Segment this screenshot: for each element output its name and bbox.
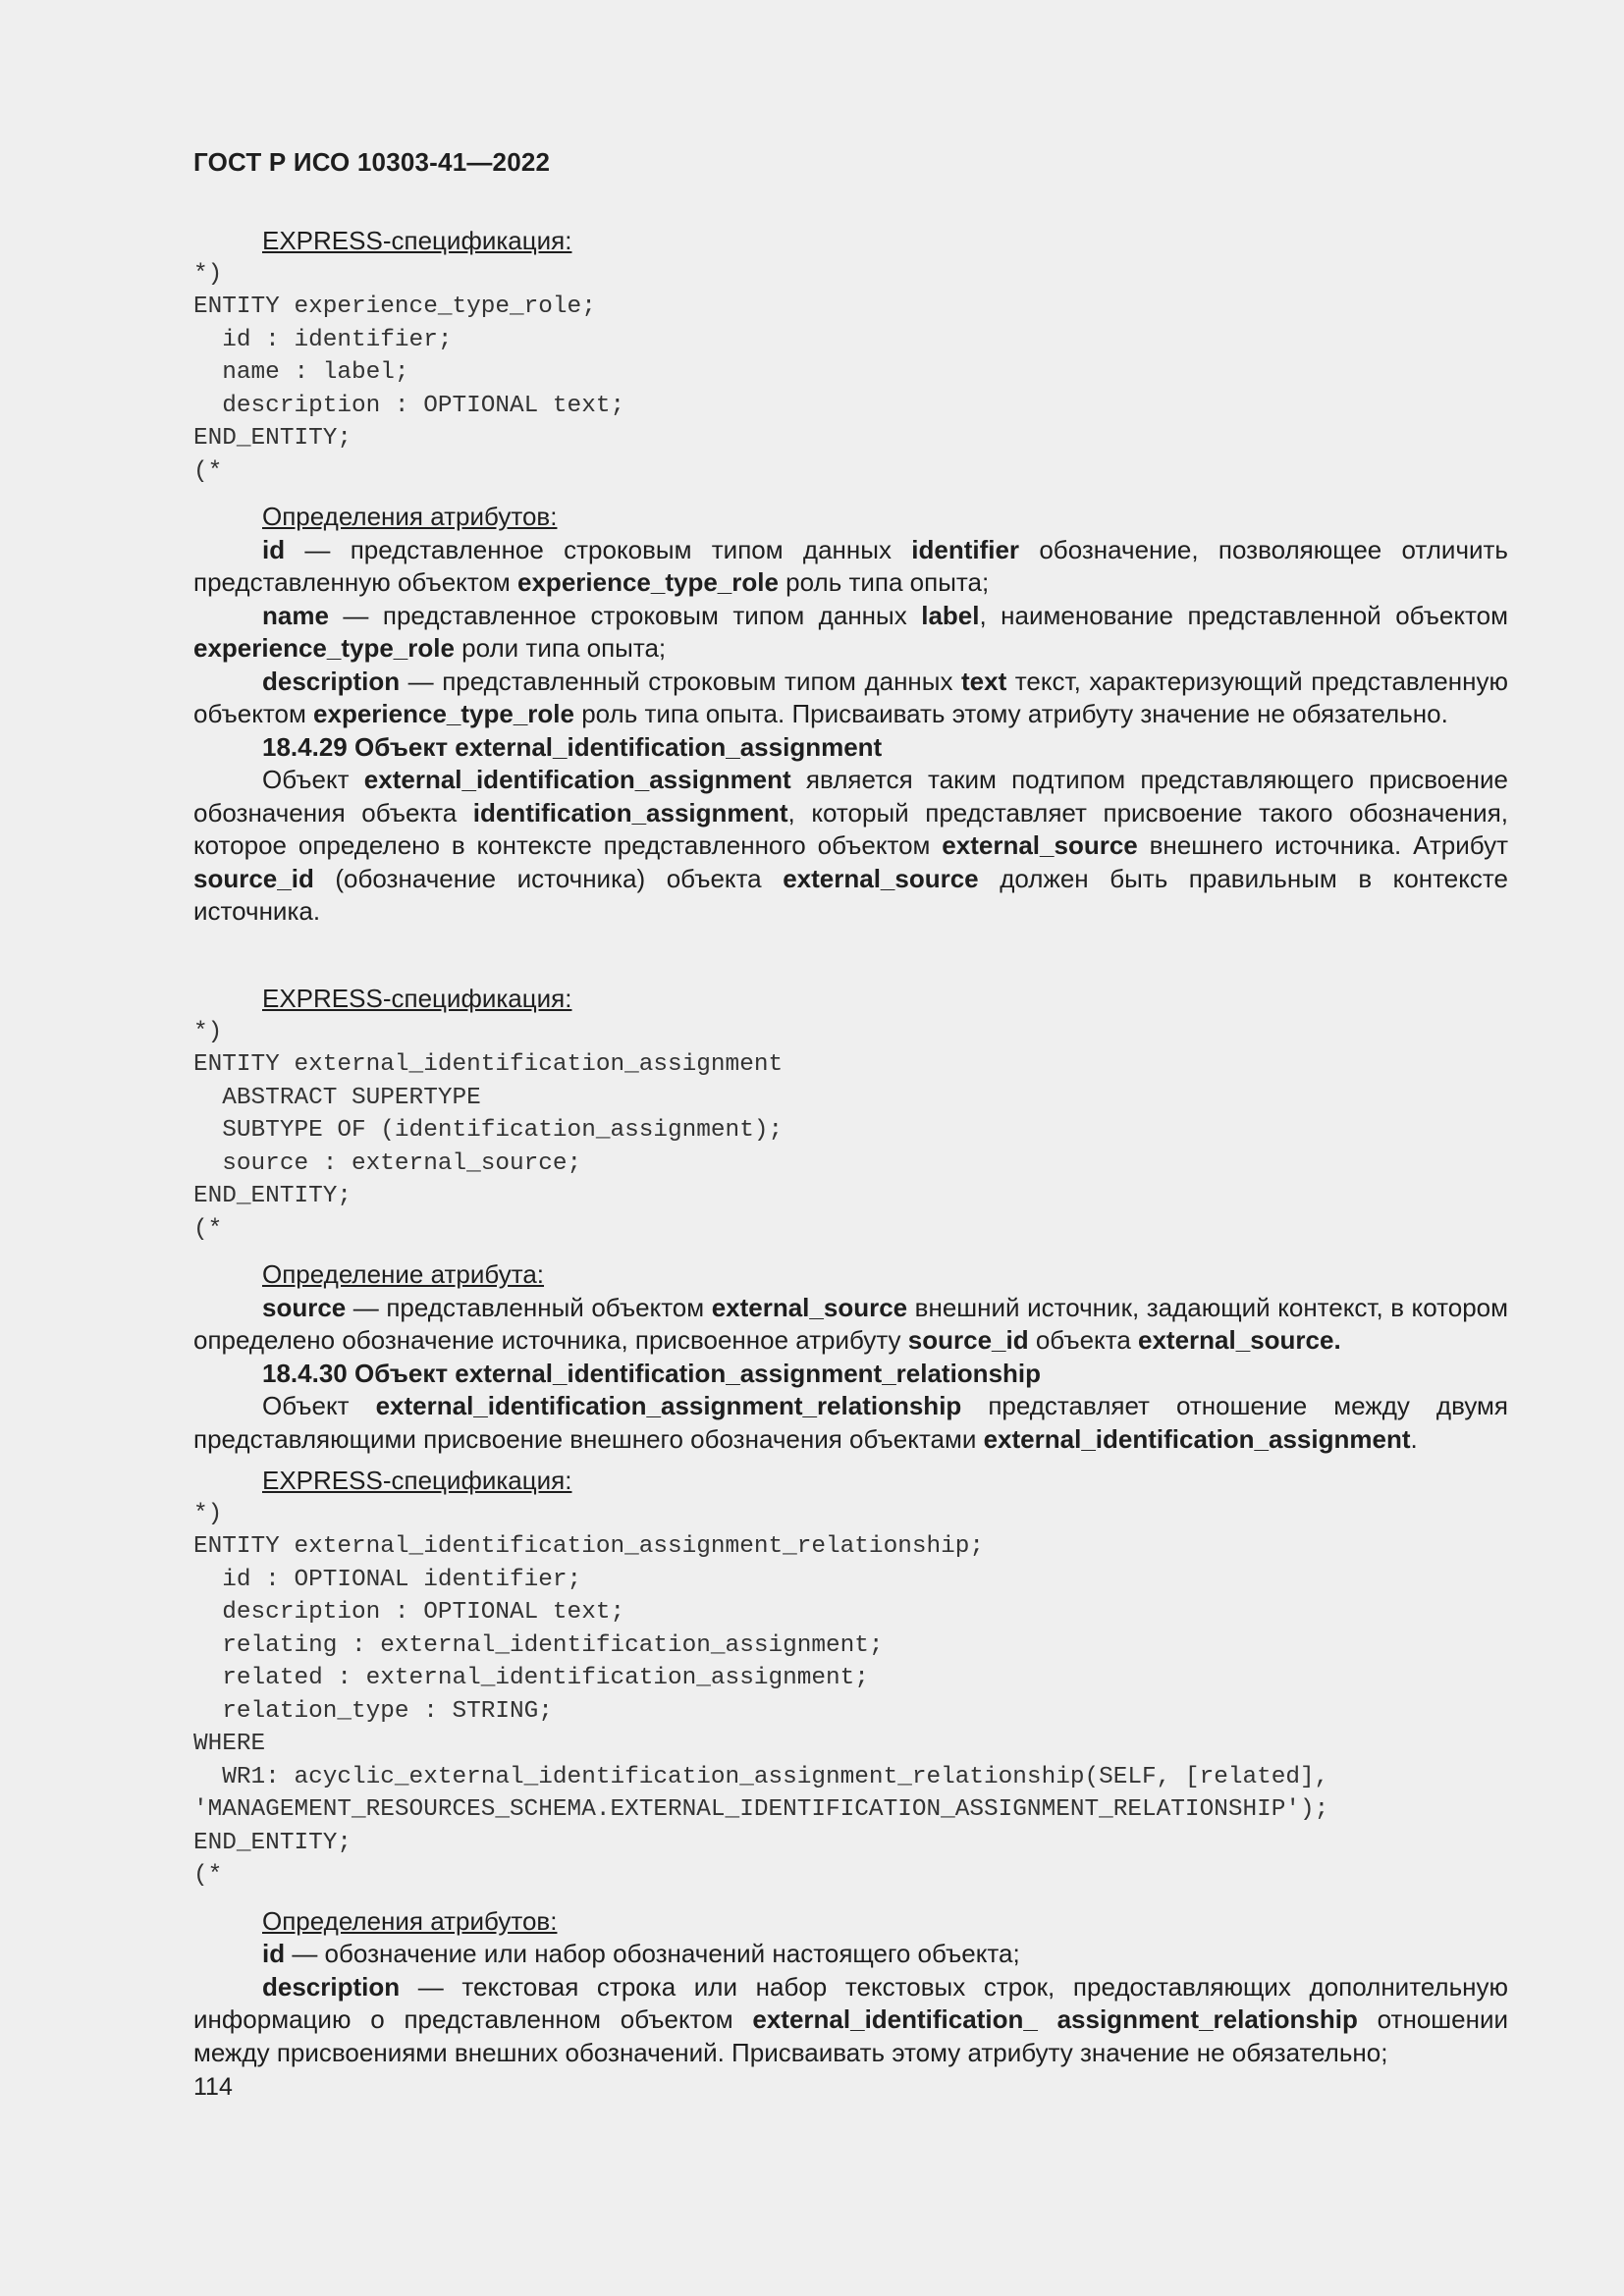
code-line: relating : external_identification_assignment; [193, 1631, 884, 1659]
code-line: ENTITY experience_type_role; [193, 294, 596, 320]
def-description: description — текстовая строка или набор текстовых строк, предоставляющих дополнительную информацию о представленном объектом external_identification_ assignment_relationship отношении между присвоениями внешних обозначений. Присваивать этому атрибуту значение не обязательно; [193, 1971, 1509, 2067]
section-heading-18-4-30: 18.4.30 Объект external_identification_assignment_relationship [262, 1358, 1042, 1388]
code-line: WR1: acyclic_external_identification_assignment_relationship(SELF, [related], [193, 1763, 1329, 1790]
code-line: name : label; [193, 359, 409, 386]
code-line: id : identifier; [193, 326, 453, 353]
code-line: *) [193, 260, 223, 288]
attr-def-label: Определение атрибута: [262, 1259, 545, 1289]
code-line: (* [193, 1862, 223, 1889]
code-line: END_ENTITY; [193, 425, 352, 452]
section-heading-18-4-29: 18.4.29 Объект external_identification_assignment [262, 731, 883, 762]
code-line: WHERE [193, 1731, 266, 1757]
attr-defs-label: Определения атрибутов: [262, 1905, 558, 1936]
express-block-2 [193, 983, 1508, 1456]
code-line: relation_type : STRING; [193, 1697, 553, 1725]
page-number: 114 [193, 2073, 233, 2101]
express-block-1 [193, 225, 1508, 929]
code-line: END_ENTITY; [193, 1829, 352, 1856]
code-line: *) [193, 1018, 223, 1045]
code-line: description : OPTIONAL text; [193, 392, 625, 419]
express-label: EXPRESS-спецификация: [262, 226, 572, 255]
def-description: description — представленный строковым типом данных text текст, характеризующий представленную объектом experience_type_role роль типа опыта. Присваивать этому атрибуту значение не обязательно. [193, 666, 1508, 728]
code-line: description : OPTIONAL text; [193, 1599, 625, 1626]
code-line: ENTITY external_identification_assignment_relationship; [193, 1533, 985, 1560]
section-paragraph-18-4-29: Объект external_identification_assignment является таким подтипом представляющего присвоение обозначения объекта identification_assignment, который представляет присвоение такого обозначения, которое определено в контексте представленного объектом external_source внешнего источника. Атрибут source_id (обозначение источника) объекта external_source должен быть правильным в контексте источника. [193, 765, 1508, 926]
def-name: name — представленное строковым типом данных label, наименование представленной объектом experience_type_role роли типа опыта; [193, 600, 1509, 663]
code-listing-3 [193, 1498, 1508, 1893]
def-id: id — представленное строковым типом данных identifier обозначение, позволяющее отличить представленную объектом experience_type_role роль типа опыта; [193, 534, 1508, 597]
code-line: *) [193, 1500, 223, 1527]
attr-defs-label: Определения атрибутов: [262, 502, 558, 531]
code-line: (* [193, 1215, 223, 1243]
code-line: END_ENTITY; [193, 1183, 352, 1209]
section-paragraph-18-4-30: Объект external_identification_assignment_relationship представляет отношение между двумя представляющими присвоение внешнего обозначения объектами external_identification_assignment. [193, 1391, 1509, 1454]
code-line: id : OPTIONAL identifier; [193, 1566, 582, 1593]
code-line: ENTITY external_identification_assignment [193, 1051, 784, 1078]
express-label: EXPRESS-спецификация: [262, 1466, 572, 1495]
code-listing-1 [193, 258, 1508, 489]
code-line: (* [193, 457, 223, 485]
express-label: EXPRESS-спецификация: [262, 984, 572, 1013]
express-block-3 [193, 1465, 1508, 2069]
code-line: 'MANAGEMENT_RESOURCES_SCHEMA.EXTERNAL_IDENTIFICATION_ASSIGNMENT_RELATIONSHIP'); [193, 1796, 1329, 1823]
def-source: source — представленный объектом external_source внешний источник, задающий контекст, в котором определено обозначение источника, присвоенное атрибуту source_id объекта external_source. [193, 1292, 1508, 1355]
document-header: ГОСТ Р ИСО 10303-41—2022 [193, 147, 551, 177]
code-line: ABSTRACT SUPERTYPE [193, 1084, 481, 1111]
code-line: SUBTYPE OF (identification_assignment); [193, 1117, 784, 1144]
def-id: id — обозначение или набор обозначений настоящего объекта; [262, 1939, 1020, 1968]
code-line: source : external_source; [193, 1149, 582, 1177]
code-line: related : external_identification_assignment; [193, 1665, 869, 1691]
code-listing-2 [193, 1016, 1508, 1247]
